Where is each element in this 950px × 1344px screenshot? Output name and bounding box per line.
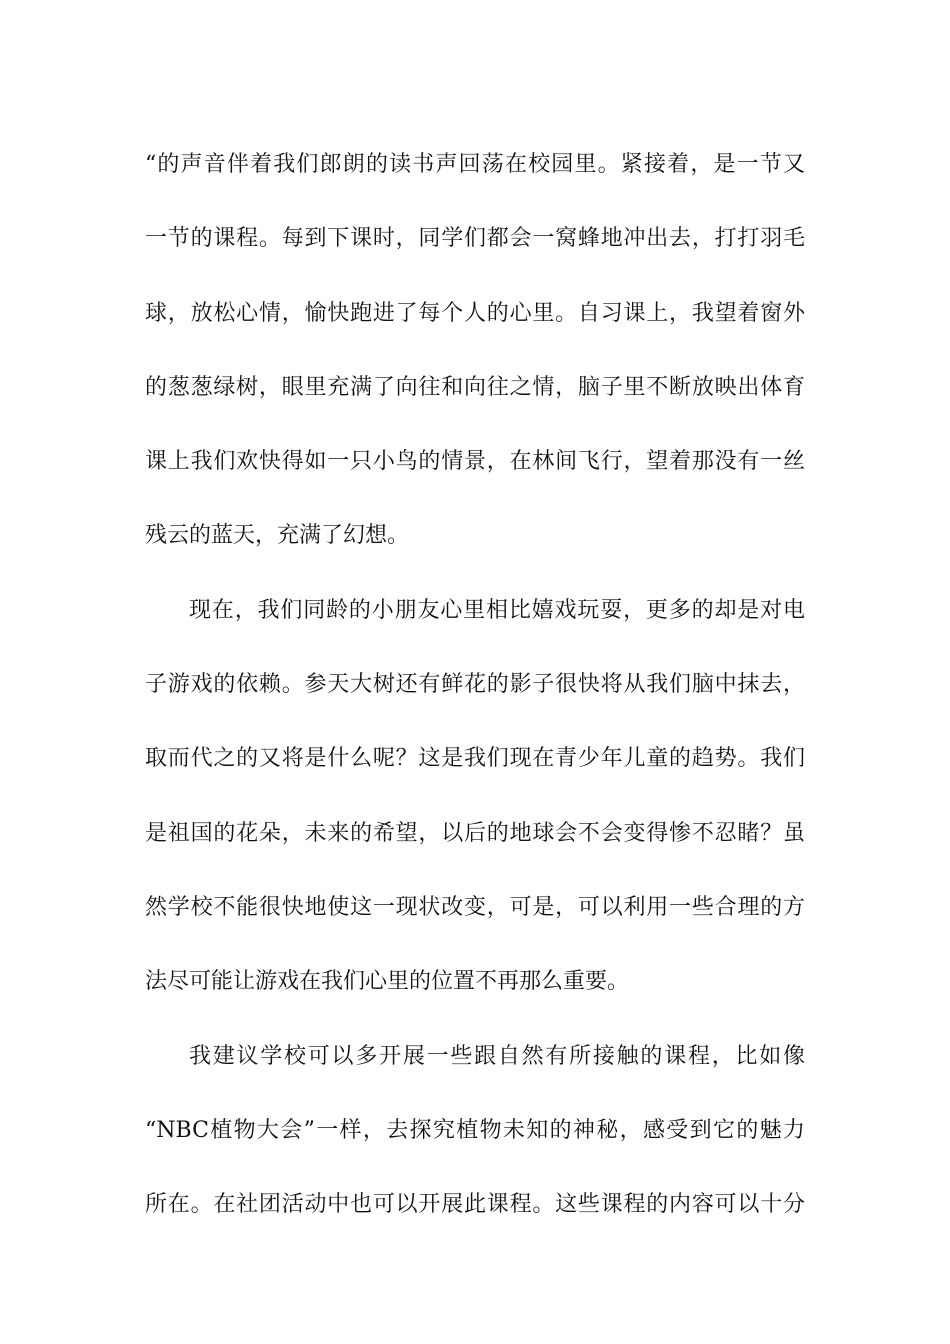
text-line: 现在，我们同龄的小朋友心里相比嬉戏玩耍，更多的却是对电	[189, 597, 805, 623]
text-line: “的声音伴着我们郎朗的读书声回荡在校园里。紧接着，是一节又	[145, 152, 805, 177]
text-line: 取而代之的又将是什么呢？这是我们现在青少年儿童的趋势。我们	[145, 746, 805, 772]
body-text	[145, 128, 805, 1242]
text-line: 残云的蓝天，充满了幻想。	[145, 523, 410, 549]
text-line: 然学校不能很快地使这一现状改变，可是，可以利用一些合理的方	[145, 894, 805, 920]
text-line: 球，放松心情，愉快跑进了每个人的心里。自习课上，我望着窗外	[145, 300, 805, 326]
text-line: 子游戏的依赖。参天大树还有鲜花的影子很快将从我们脑中抹去，	[145, 672, 805, 698]
text-line: 课上我们欢快得如一只小鸟的情景，在林间飞行，望着那没有一丝	[145, 449, 805, 475]
text-line: 法尽可能让游戏在我们心里的位置不再那么重要。	[145, 969, 630, 995]
text-line: 一节的课程。每到下课时，同学们都会一窝蜂地冲出去，打打羽毛	[145, 226, 805, 252]
text-line: “NBC植物大会”一样，去探究植物未知的神秘，感受到它的魅力	[145, 1117, 805, 1143]
text-line: 我建议学校可以多开展一些跟自然有所接触的课程，比如像	[189, 1043, 805, 1069]
text-line: 是祖国的花朵，未来的希望，以后的地球会不会变得惨不忍睹？虽	[145, 820, 805, 846]
text-line: 的葱葱绿树，眼里充满了向往和向往之情，脑子里不断放映出体育	[145, 374, 805, 400]
text-line: 所在。在社团活动中也可以开展此课程。这些课程的内容可以十分	[145, 1192, 805, 1218]
